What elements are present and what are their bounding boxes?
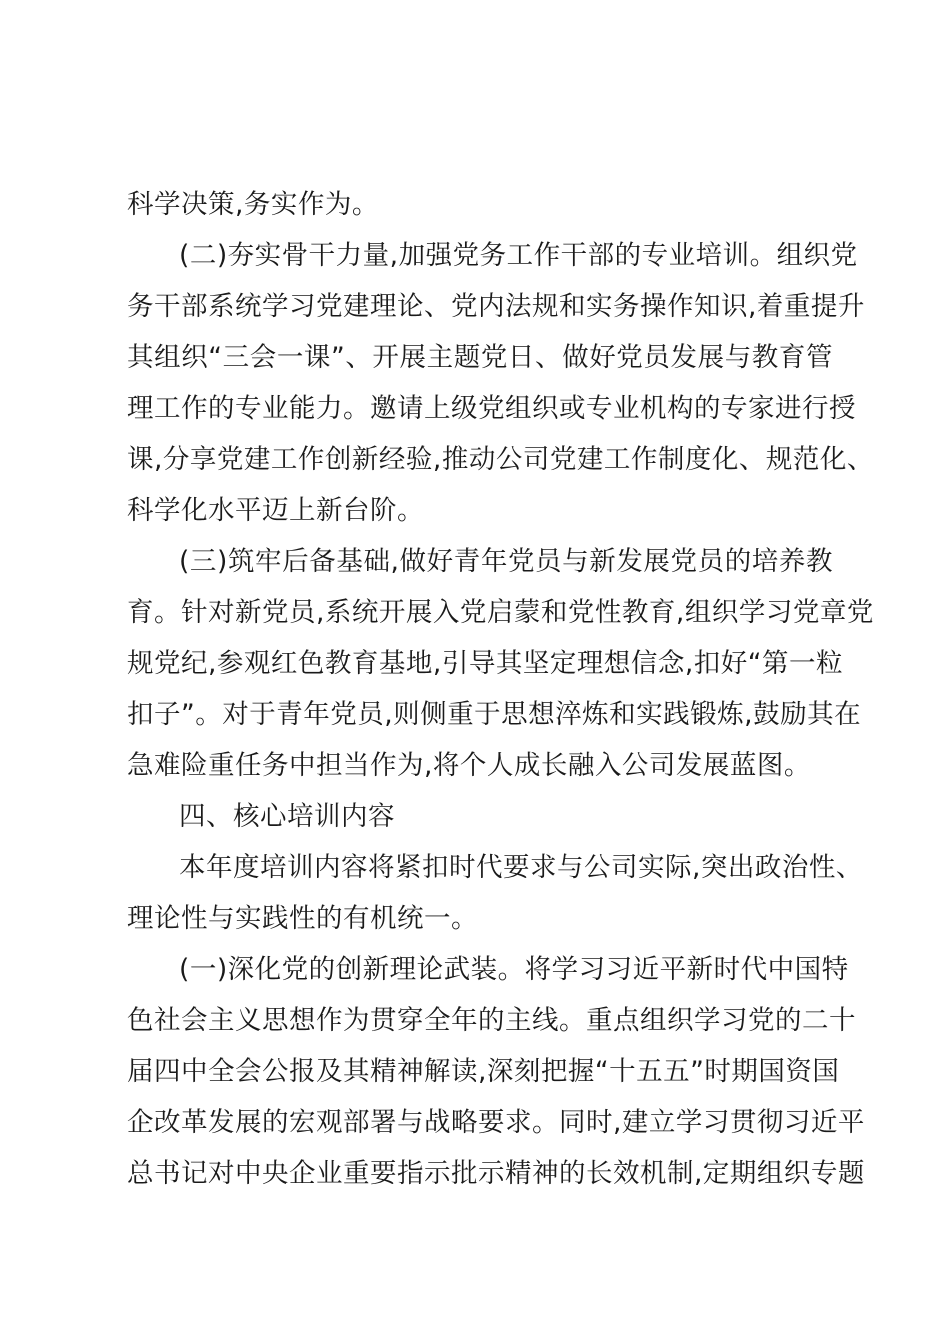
text-line: 科学决策,务实作为。	[127, 189, 379, 220]
paragraph-heading-1: (一)深化党的创新理论武装。将学习习近平新时代中国特	[179, 954, 849, 985]
text-line: 其组织“三会一课”、开展主题党日、做好党员发展与教育管	[127, 342, 833, 373]
text-line: 急难险重任务中担当作为,将个人成长融入公司发展蓝图。	[127, 750, 811, 781]
text-line: 理工作的专业能力。邀请上级党组织或专业机构的专家进行授	[127, 393, 856, 424]
text-line: 本年度培训内容将紧扣时代要求与公司实际,突出政治性、	[179, 852, 863, 883]
paragraph-heading-2: (二)夯实骨干力量,加强党务工作干部的专业培训。组织党	[179, 240, 858, 271]
paragraph-heading-3: (三)筑牢后备基础,做好青年党员与新发展党员的培养教	[179, 546, 833, 577]
section-heading: 四、核心培训内容	[179, 801, 395, 832]
text-line: 届四中全会公报及其精神解读,深刻把握“十五五”时期国资国	[127, 1056, 840, 1087]
text-line: 务干部系统学习党建理论、党内法规和实务操作知识,着重提升	[127, 291, 865, 322]
document-page	[127, 184, 874, 1204]
text-line: 色社会主义思想作为贯穿全年的主线。重点组织学习党的二十	[127, 1005, 856, 1036]
text-line: 理论性与实践性的有机统一。	[127, 903, 478, 934]
text-line: 科学化水平迈上新台阶。	[127, 495, 424, 526]
text-line: 规党纪,参观红色教育基地,引导其坚定理想信念,扣好“第一粒	[127, 648, 843, 679]
text-line: 扣子”。对于青年党员,则侧重于思想淬炼和实践锻炼,鼓励其在	[127, 699, 862, 730]
text-line: 企改革发展的宏观部署与战略要求。同时,建立学习贯彻习近平	[127, 1107, 865, 1138]
text-line: 育。针对新党员,系统开展入党启蒙和党性教育,组织学习党章党	[127, 597, 874, 628]
text-line: 总书记对中央企业重要指示批示精神的长效机制,定期组织专题	[127, 1158, 865, 1189]
text-line: 课,分享党建工作创新经验,推动公司党建工作制度化、规范化、	[127, 444, 874, 475]
